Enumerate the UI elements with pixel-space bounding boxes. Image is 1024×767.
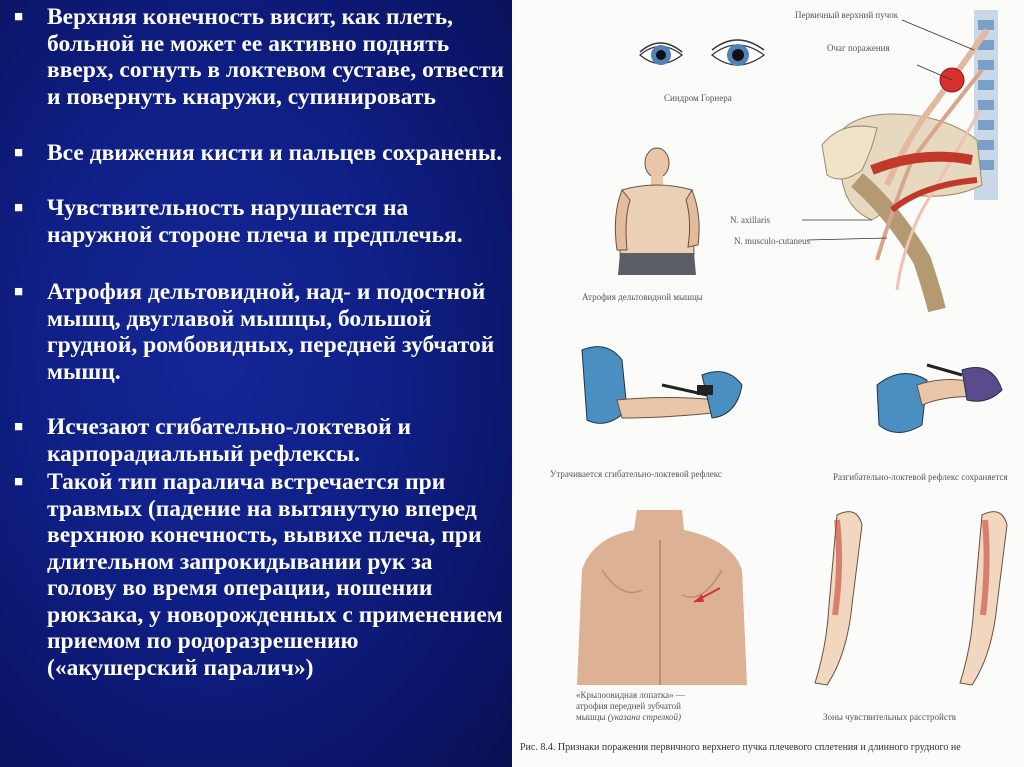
label-extensor-reflex: Разгибательно-локтевой рефлекс сохраняется <box>833 472 1008 482</box>
bullet-marker-icon: ■ <box>14 419 24 435</box>
label-n-musculocutaneus: N. musculo-cutaneus <box>734 236 810 246</box>
winged-scapula-illustration <box>572 510 752 685</box>
label-lesion-focus: Очаг поражения <box>827 43 890 53</box>
bullet-text: Исчезают сгибательно-локтевой и карпорадиальный рефлексы. <box>47 414 412 467</box>
bullet-marker-icon: ■ <box>14 474 24 490</box>
label-winged-scapula-3: мышцы (указана стрелкой) <box>576 712 682 722</box>
bullet-item <box>0 195 505 248</box>
bullet-text: Такой тип паралича встречается при травмых (падение на вытянутую вперед верхнюю конечность, вывихе плеча, при длительном запрокидывании рук за голову во время операции, ношении рюкзака, у новорожденных с применением приемом по родоразрешению («акушерский паралич») <box>47 469 503 681</box>
label-winged-scapula-1: «Крылоовидная лопатка» — <box>576 690 685 700</box>
bullet-marker-icon: ■ <box>14 9 24 25</box>
sensory-zones-illustration <box>797 505 1024 695</box>
label-primary-trunk: Первичный верхний пучок <box>795 10 899 20</box>
label-winged-scapula-2: атрофия передней зубчатой <box>576 701 681 711</box>
bullet-marker-icon: ■ <box>14 145 24 161</box>
bullet-item <box>0 469 505 681</box>
figure-caption: Рис. 8.4. Признаки поражения первичного верхнего пучка плечевого сплетения и длинного грудного не <box>520 742 961 753</box>
bullet-item <box>0 279 505 385</box>
label-n-axillaris: N. axillaris <box>730 215 770 225</box>
bullet-item <box>0 140 505 167</box>
flexor-reflex-illustration <box>577 340 762 440</box>
bullet-text: Все движения кисти и пальцев сохранены. <box>47 140 503 166</box>
horner-eyes-illustration <box>632 30 782 80</box>
bullet-marker-icon: ■ <box>14 284 24 300</box>
brachial-plexus-illustration <box>802 10 1024 330</box>
bullet-text: Атрофия дельтовидной, над- и подостной мышц, двуглавой мышцы, большой грудной, ромбовидных, передней зубчатой мышц. <box>47 279 495 385</box>
bullet-item <box>0 4 505 110</box>
label-sensory-zones: Зоны чувствительных расстройств <box>823 712 956 722</box>
label-flexor-reflex-lost: Утрачивается сгибательно-локтевой рефлекс <box>550 469 722 479</box>
bullet-text: Верхняя конечность висит, как плеть, больной не может ее активно поднять вверх, согнуть в локтевом суставе, отвести и повернуть кнаружи, супинировать <box>47 4 505 110</box>
label-horner: Синдром Горнера <box>664 93 732 103</box>
figure-panel <box>512 0 1024 767</box>
label-deltoid-atrophy: Атрофия дельтовидной мышцы <box>582 292 703 302</box>
bullet-text: Чувствительность нарушается на наружной стороне плеча и предплечья. <box>47 195 463 248</box>
extensor-reflex-illustration <box>867 345 1012 445</box>
deltoid-atrophy-illustration <box>602 145 712 275</box>
bullet-item <box>0 414 505 467</box>
bullet-marker-icon: ■ <box>14 200 24 216</box>
